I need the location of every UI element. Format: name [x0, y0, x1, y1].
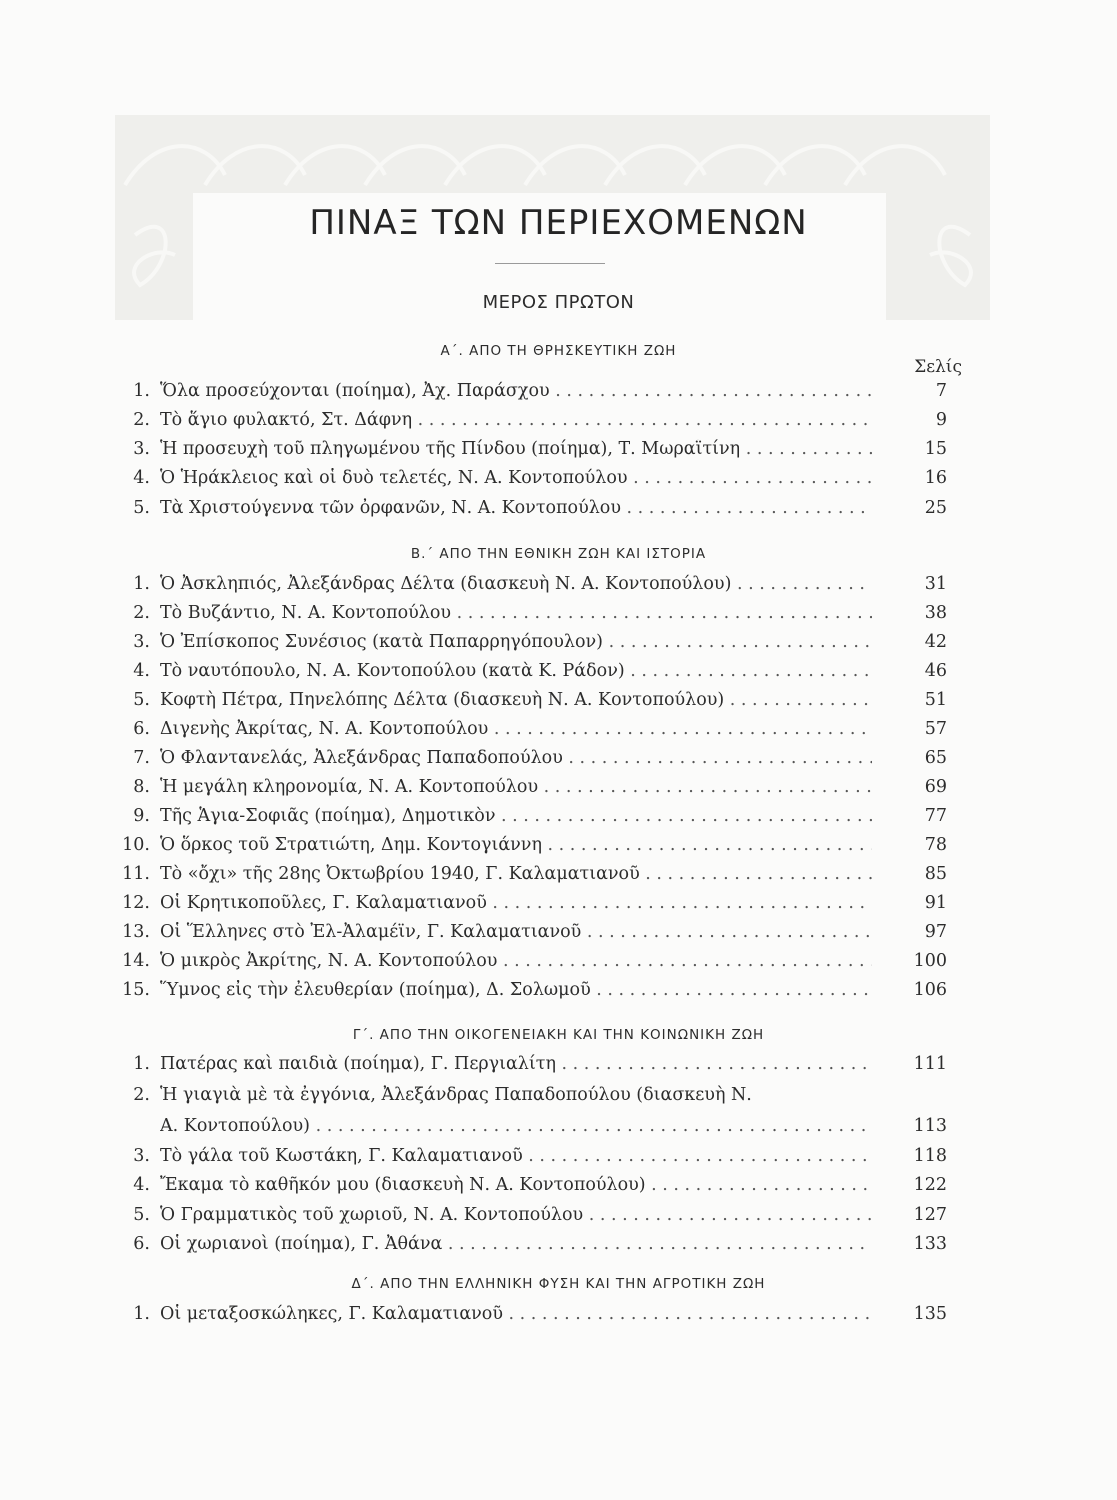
entry-title: Πατέρας καὶ παιδιὰ (ποίημα), Γ. Περγιαλίτη . . . — [160, 1054, 872, 1074]
entry-title: Ὕμνος εἰς τὴν ἐλευθερίαν (ποίημα), Δ. Σολωμοῦ . . . — [160, 980, 872, 1000]
list-item — [0, 498, 1117, 526]
list-item — [0, 381, 1117, 409]
entry-title: Ὁ Ἡράκλειος καὶ οἱ δυὸ τελετές, Ν. Α. Κοντοπούλου . . . — [160, 468, 872, 488]
entry-number: 5. — [133, 690, 150, 710]
entry-page: 85 — [924, 864, 947, 884]
entry-number: 4. — [133, 468, 150, 488]
entry-page: 106 — [913, 980, 947, 1000]
list-item — [0, 1146, 1117, 1174]
list-item — [0, 1234, 1117, 1262]
list-item — [0, 468, 1117, 496]
list-item — [0, 1304, 1117, 1332]
entry-title: Ὁ ὅρκος τοῦ Στρατιώτη, Δημ. Κοντογιάννη . . . — [160, 835, 872, 855]
list-item — [0, 835, 1117, 863]
entry-page: 25 — [924, 498, 947, 518]
entry-page: 135 — [913, 1304, 947, 1324]
entry-title: Ὁ Γραμματικὸς τοῦ χωριοῦ, Ν. Α. Κοντοπούλου . . . — [160, 1205, 872, 1225]
entry-page: 122 — [913, 1175, 947, 1195]
entry-number: 13. — [122, 922, 150, 942]
entry-page: 42 — [924, 632, 947, 652]
entry-title: Τὸ ἅγιο φυλακτό, Στ. Δάφνη . . . — [160, 410, 872, 430]
entry-page: 127 — [913, 1205, 947, 1225]
list-item — [0, 922, 1117, 950]
entry-page: 113 — [913, 1116, 947, 1136]
entry-number: 1. — [133, 1304, 150, 1324]
entry-page: 118 — [913, 1146, 947, 1166]
entry-number: 4. — [133, 1175, 150, 1195]
entry-title: Ἡ προσευχὴ τοῦ πληγωμένου τῆς Πίνδου (ποίημα), Τ. Μωραΐτίνη . . . — [160, 439, 872, 459]
entry-title: Τῆς Ἁγια-Σοφιᾶς (ποίημα), Δημοτικὸν . . . — [160, 806, 872, 826]
list-item — [0, 1054, 1117, 1082]
entry-number: 14. — [122, 951, 150, 971]
list-item — [0, 603, 1117, 631]
entry-page: 38 — [924, 603, 947, 623]
page-title: ΠΙΝΑΞ ΤΩΝ ΠΕΡΙΕΧΟΜΕΝΩΝ — [309, 203, 808, 243]
entry-number: 2. — [133, 1085, 150, 1105]
entry-number: 5. — [133, 1205, 150, 1225]
entry-page: 16 — [924, 468, 947, 488]
entry-page: 97 — [924, 922, 947, 942]
entry-title: Οἱ Κρητικοποῦλες, Γ. Καλαματιανοῦ . . . — [160, 893, 872, 913]
entry-number: 8. — [133, 777, 150, 797]
entry-title-continuation: Α. Κοντοπούλου) . . . — [160, 1116, 872, 1136]
entry-page: 57 — [924, 719, 947, 739]
list-item — [0, 980, 1117, 1008]
entry-number: 3. — [133, 1146, 150, 1166]
entry-title: Ὁ Ἐπίσκοπος Συνέσιος (κατὰ Παπαρρηγόπουλον) . . . — [160, 632, 872, 652]
entry-title: Ὁ Ἀσκληπιός, Ἀλεξάνδρας Δέλτα (διασκευὴ Ν. Α. Κοντοπούλου) . . . — [160, 574, 872, 594]
entry-number: 4. — [133, 661, 150, 681]
list-item — [0, 632, 1117, 660]
list-item — [0, 893, 1117, 921]
list-item — [0, 951, 1117, 979]
entry-number: 2. — [133, 603, 150, 623]
list-item — [0, 410, 1117, 438]
entry-number: 1. — [133, 381, 150, 401]
entry-title: Τὰ Χριστούγεννα τῶν ὀρφανῶν, Ν. Α. Κοντοπούλου . . . — [160, 498, 872, 518]
list-item — [0, 719, 1117, 747]
entry-title: Διγενὴς Ἀκρίτας, Ν. Α. Κοντοπούλου . . . — [160, 719, 872, 739]
entry-page: 9 — [935, 410, 947, 430]
entry-page: 46 — [924, 661, 947, 681]
entry-title: Τὸ ναυτόπουλο, Ν. Α. Κοντοπούλου (κατὰ Κ. Ράδον) . . . — [160, 661, 872, 681]
entry-page: 78 — [924, 835, 947, 855]
section-heading-c: Γ΄. ΑΠΟ ΤΗΝ ΟΙΚΟΓΕΝΕΙΑΚΗ ΚΑΙ ΤΗΝ ΚΟΙΝΩΝΙΚΗ ΖΩΗ — [352, 1027, 765, 1043]
title-divider — [495, 263, 605, 264]
entry-number: 11. — [122, 864, 150, 884]
entry-page: 31 — [924, 574, 947, 594]
entry-title: Οἱ Ἕλληνες στὸ Ἐλ-Ἀλαμέϊν, Γ. Καλαματιανοῦ . . . — [160, 922, 872, 942]
list-item — [0, 1085, 1117, 1113]
list-item — [0, 661, 1117, 689]
entry-title: Ἡ γιαγιὰ μὲ τὰ ἐγγόνια, Ἀλεξάνδρας Παπαδοπούλου (διασκευὴ Ν. — [160, 1085, 752, 1105]
page-column-label: Σελίς — [914, 357, 962, 377]
list-item — [0, 439, 1117, 467]
entry-page: 133 — [913, 1234, 947, 1254]
entry-title: Ὁ μικρὸς Ἀκρίτης, Ν. Α. Κοντοπούλου . . . — [160, 951, 872, 971]
entry-number: 9. — [133, 806, 150, 826]
entry-title: Ἔκαμα τὸ καθῆκόν μου (διασκευὴ Ν. Α. Κοντοπούλου) . . . — [160, 1175, 872, 1195]
entry-page: 15 — [924, 439, 947, 459]
entry-title: Κοφτὴ Πέτρα, Πηνελόπης Δέλτα (διασκευὴ Ν. Α. Κοντοπούλου) . . . — [160, 690, 872, 710]
entry-page: 69 — [924, 777, 947, 797]
list-item — [0, 864, 1117, 892]
list-item-continuation — [0, 1116, 1117, 1144]
list-item — [0, 1205, 1117, 1233]
entry-title: Τὸ Βυζάντιο, Ν. Α. Κοντοπούλου . . . — [160, 603, 872, 623]
entry-number: 15. — [122, 980, 150, 1000]
entry-page: 7 — [935, 381, 947, 401]
part-heading: ΜΕΡΟΣ ΠΡΩΤΟΝ — [482, 292, 635, 313]
entry-page: 65 — [924, 748, 947, 768]
entry-page: 77 — [924, 806, 947, 826]
entry-number: 6. — [133, 1234, 150, 1254]
entry-page: 100 — [913, 951, 947, 971]
entry-title: Οἱ μεταξοσκώληκες, Γ. Καλαματιανοῦ . . . — [160, 1304, 872, 1324]
entry-title: Τὸ γάλα τοῦ Κωστάκη, Γ. Καλαματιανοῦ . . . — [160, 1146, 872, 1166]
entry-number: 7. — [133, 748, 150, 768]
entry-number: 2. — [133, 410, 150, 430]
list-item — [0, 574, 1117, 602]
entry-number: 3. — [133, 632, 150, 652]
entry-number: 1. — [133, 1054, 150, 1074]
entry-page: 51 — [924, 690, 947, 710]
list-item — [0, 1175, 1117, 1203]
entry-number: 5. — [133, 498, 150, 518]
entry-number: 1. — [133, 574, 150, 594]
entry-title: Τὸ «ὄχι» τῆς 28ης Ὀκτωβρίου 1940, Γ. Καλαματιανοῦ . . . — [160, 864, 872, 884]
entry-page: 91 — [924, 893, 947, 913]
section-heading-b: Β.΄ ΑΠΟ ΤΗΝ ΕΘΝΙΚΗ ΖΩΗ ΚΑΙ ΙΣΤΟΡΙΑ — [410, 546, 707, 562]
list-item — [0, 748, 1117, 776]
entry-number: 3. — [133, 439, 150, 459]
list-item — [0, 690, 1117, 718]
entry-title: Οἱ χωριανοὶ (ποίημα), Γ. Ἀθάνα . . . — [160, 1234, 872, 1254]
entry-number: 6. — [133, 719, 150, 739]
list-item — [0, 806, 1117, 834]
list-item — [0, 777, 1117, 805]
entry-title: Ὅλα προσεύχονται (ποίημα), Ἀχ. Παράσχου . . . — [160, 381, 872, 401]
entry-title: Ἡ μεγάλη κληρονομία, Ν. Α. Κοντοπούλου . . . — [160, 777, 872, 797]
entry-number: 10. — [122, 835, 150, 855]
section-heading-a: Α΄. ΑΠΟ ΤΗ ΘΡΗΣΚΕΥΤΙΚΗ ΖΩΗ — [440, 343, 677, 359]
entry-number: 12. — [122, 893, 150, 913]
entry-title: Ὁ Φλαντανελάς, Ἀλεξάνδρας Παπαδοπούλου . . . — [160, 748, 872, 768]
section-heading-d: Δ΄. ΑΠΟ ΤΗΝ ΕΛΛΗΝΙΚΗ ΦΥΣΗ ΚΑΙ ΤΗΝ ΑΓΡΟΤΙΚΗ ΖΩΗ — [351, 1276, 766, 1292]
entry-page: 111 — [913, 1054, 947, 1074]
